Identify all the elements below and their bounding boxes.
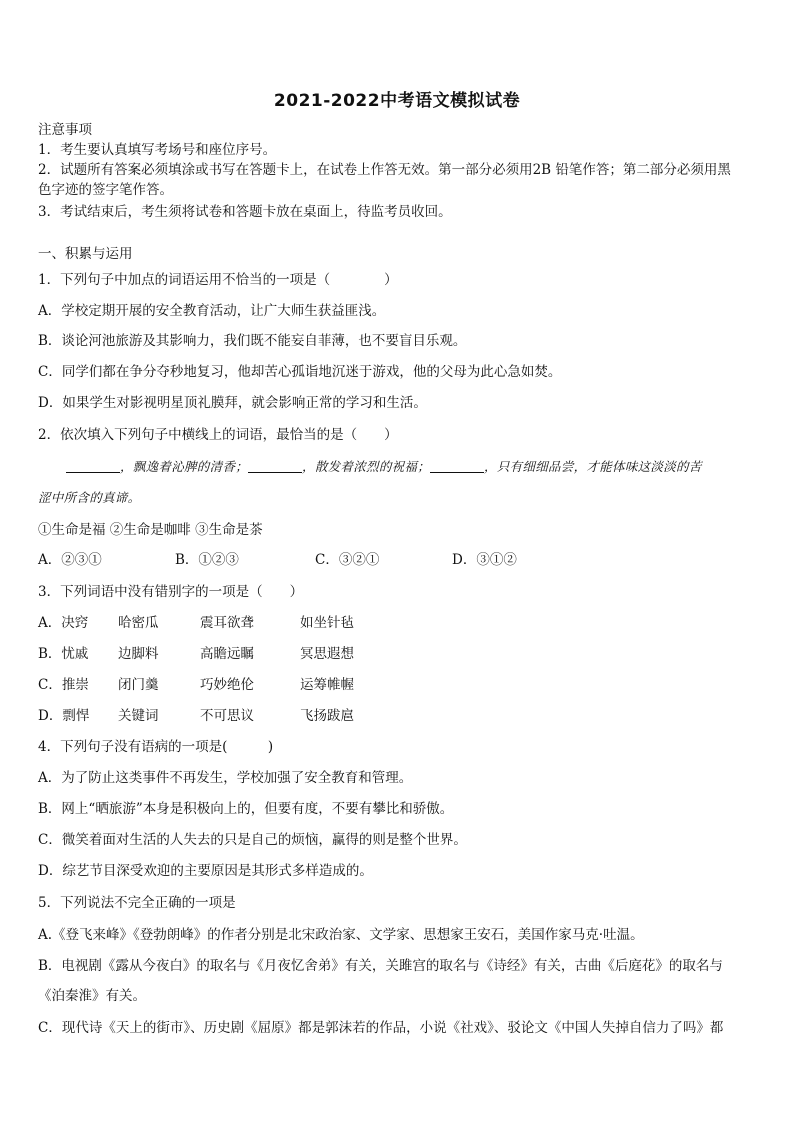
q2-option-d: D．③①② bbox=[452, 552, 517, 568]
q3-row-d-word-3: 不可思议 bbox=[200, 708, 254, 724]
q3-row-b-word-1: B．忧戚 bbox=[38, 646, 89, 662]
q3-stem: 3．下列词语中没有错别字的一项是（ ） bbox=[38, 584, 304, 600]
q4-option-a: A．为了防止这类事件不再发生，学校加强了安全教育和管理。 bbox=[38, 770, 413, 786]
q2-fill-part-3: ，只有细细品尝，才能体味这淡淡的苦 bbox=[484, 459, 702, 474]
q3-row-c-word-2: 闭门羹 bbox=[118, 677, 159, 693]
q3-row-d-word-2: 关键词 bbox=[118, 708, 159, 724]
q4-option-c: C．微笑着面对生活的人失去的只是自己的烦恼，赢得的则是整个世界。 bbox=[38, 832, 467, 848]
q3-row-b-word-3: 高瞻远瞩 bbox=[200, 646, 254, 662]
q3-row-a-word-2: 哈密瓜 bbox=[118, 615, 159, 631]
q3-row-c-word-3: 巧妙绝伦 bbox=[200, 677, 254, 693]
notice-heading: 注意事项 bbox=[38, 122, 92, 138]
q4-option-b: B．网上“晒旅游”本身是积极向上的，但要有度，不要有攀比和骄傲。 bbox=[38, 801, 454, 817]
q3-row-d-word-4: 飞扬跋扈 bbox=[300, 708, 354, 724]
q5-option-b-cont: 《泊秦淮》有关。 bbox=[38, 988, 146, 1004]
notice-item-2-cont: 色字迹的签字笔作答。 bbox=[38, 182, 173, 198]
q3-row-a-word-4: 如坐针毡 bbox=[300, 615, 354, 631]
section-heading: 一、积累与运用 bbox=[38, 246, 133, 262]
notice-item-1: 1．考生要认真填写考场号和座位序号。 bbox=[38, 142, 277, 158]
q1-option-c: C．同学们都在争分夺秒地复习，他却苦心孤诣地沉迷于游戏，他的父母为此心急如焚。 bbox=[38, 364, 562, 380]
q2-option-a: A．②③① bbox=[38, 552, 102, 568]
q2-fill-part-1: ，飘逸着沁脾的清香； bbox=[120, 459, 249, 474]
q5-option-a: A.《登飞来峰》《登勃朗峰》的作者分别是北宋政治家、文学家、思想家王安石，美国作家马克·吐温。 bbox=[38, 927, 644, 943]
q3-row-c-word-4: 运筹帷幄 bbox=[300, 677, 354, 693]
q2-fill-line-2: 涩中所含的真谛。 bbox=[38, 490, 141, 505]
q1-option-b: B．谈论河池旅游及其影响力，我们既不能妄自菲薄，也不要盲目乐观。 bbox=[38, 333, 467, 349]
q5-stem: 5．下列说法不完全正确的一项是 bbox=[38, 895, 236, 911]
q3-row-c-word-1: C．推崇 bbox=[38, 677, 89, 693]
q5-option-b: B．电视剧《露从今夜白》的取名与《月夜忆舍弟》有关，关雎宫的取名与《诗经》有关，古曲《后庭花》的取名与 bbox=[38, 958, 723, 974]
q5-option-c: C．现代诗《天上的街市》、历史剧《屈原》都是郭沫若的作品，小说《社戏》、驳论文《中国人失掉自信力了吗》都 bbox=[38, 1020, 724, 1036]
q4-stem: 4．下列句子没有语病的一项是( ) bbox=[38, 739, 274, 755]
q1-option-d: D．如果学生对影视明星顶礼膜拜，就会影响正常的学习和生活。 bbox=[38, 395, 427, 411]
q2-option-b: B．①②③ bbox=[175, 552, 239, 568]
q2-stem: 2．依次填入下列句子中横线上的词语，最恰当的是（ ） bbox=[38, 427, 398, 443]
q3-row-a-word-1: A．决窍 bbox=[38, 615, 89, 631]
q2-option-c: C．③②① bbox=[315, 552, 380, 568]
q2-blank-2 bbox=[248, 458, 302, 473]
q3-row-d-word-1: D．剽悍 bbox=[38, 708, 90, 724]
q3-row-a-word-3: 震耳欲聋 bbox=[200, 615, 254, 631]
q1-stem: 1．下列句子中加点的词语运用不恰当的一项是（ ） bbox=[38, 272, 398, 288]
q2-fill-part-2: ，散发着浓烈的祝福； bbox=[302, 459, 431, 474]
q2-choices: ①生命是福 ②生命是咖啡 ③生命是茶 bbox=[38, 522, 263, 538]
q3-row-b-word-4: 冥思遐想 bbox=[300, 646, 354, 662]
q1-option-a: A．学校定期开展的安全教育活动，让广大师生获益匪浅。 bbox=[38, 303, 386, 319]
q4-option-d: D．综艺节目深受欢迎的主要原因是其形式多样造成的。 bbox=[38, 863, 373, 879]
notice-item-2: 2．试题所有答案必须填涂或书写在答题卡上，在试卷上作答无效。第一部分必须用2B 铅笔作答；第二部分必须用黑 bbox=[38, 162, 731, 178]
notice-item-3: 3．考试结束后，考生须将试卷和答题卡放在桌面上，待监考员收回。 bbox=[38, 204, 452, 220]
q2-blank-3 bbox=[430, 458, 484, 473]
q2-blank-1 bbox=[66, 458, 120, 473]
q3-row-b-word-2: 边脚料 bbox=[118, 646, 159, 662]
q2-fill-sentence bbox=[38, 457, 758, 477]
page-title: 2021-2022中考语文模拟试卷 bbox=[273, 91, 521, 111]
